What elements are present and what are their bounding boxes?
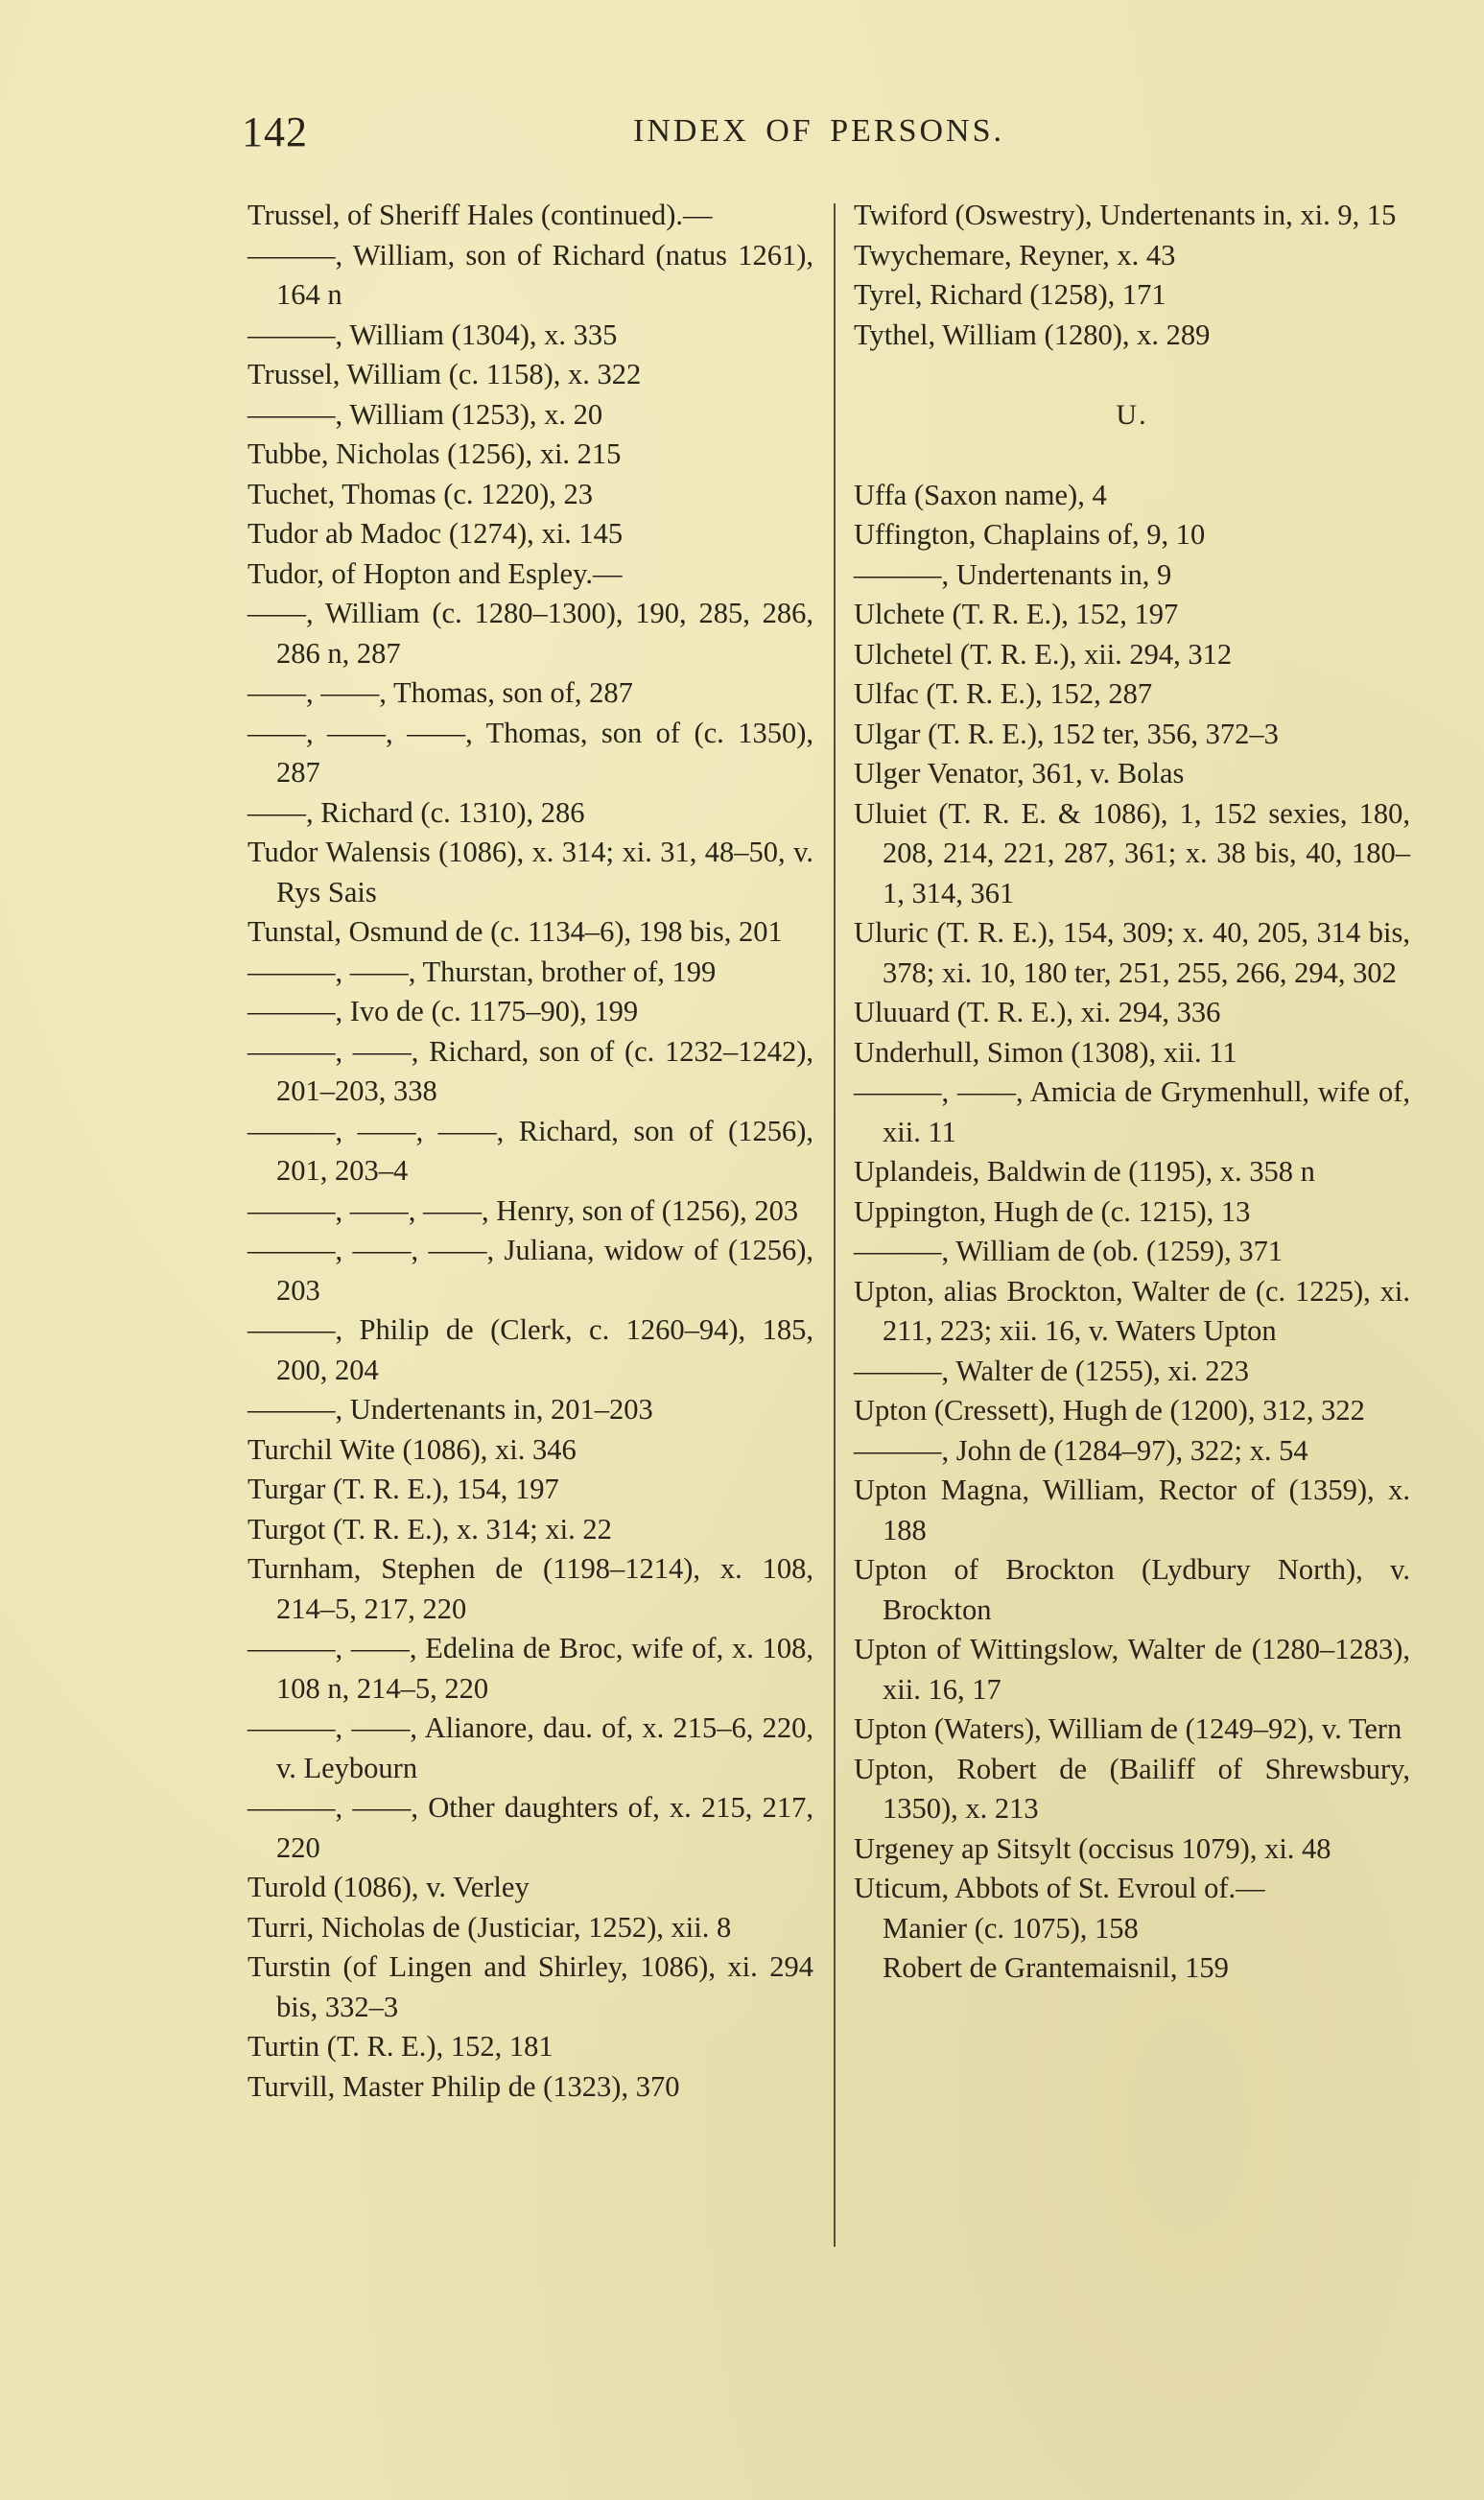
index-entry: Tunstal, Osmund de (c. 1134–6), 198 bis, 201 bbox=[247, 915, 783, 948]
running-head: INDEX OF PERSONS. bbox=[633, 113, 1004, 149]
index-entry: Ulchetel (T. R. E.), xii. 294, 312 bbox=[854, 637, 1233, 671]
index-entry: ———, ——, ——, Richard, son of (1256), 201, 203–4 bbox=[247, 1114, 813, 1187]
index-entry: Twychemare, Reyner, x. 43 bbox=[854, 238, 1176, 271]
index-entry: ———, Walter de (1255), xi. 223 bbox=[854, 1354, 1250, 1387]
index-entry: ———, John de (1284–97), 322; x. 54 bbox=[854, 1433, 1308, 1467]
index-entry: Turchil Wite (1086), xi. 346 bbox=[247, 1432, 577, 1466]
index-entry: Upton of Brockton (Lydbury North), v. Brockton bbox=[854, 1553, 1410, 1626]
index-entry: Turstin (of Lingen and Shirley, 1086), xi. 294 bis, 332–3 bbox=[247, 1950, 813, 2023]
index-entry: ———, Philip de (Clerk, c. 1260–94), 185, 200, 204 bbox=[247, 1313, 813, 1386]
index-entry: ———, ——, Amicia de Grymenhull, wife of, xii. 11 bbox=[854, 1075, 1410, 1148]
index-entry: Turnham, Stephen de (1198–1214), x. 108, 214–5, 217, 220 bbox=[247, 1552, 813, 1625]
index-entry: Tuchet, Thomas (c. 1220), 23 bbox=[247, 477, 594, 510]
index-entry: ———, ——, Other daughters of, x. 215, 217, 220 bbox=[247, 1791, 813, 1864]
index-entry: Ulfac (T. R. E.), 152, 287 bbox=[854, 677, 1153, 710]
index-entry: Turtin (T. R. E.), 152, 181 bbox=[247, 2030, 554, 2063]
index-entry: Tudor Walensis (1086), x. 314; xi. 31, 48–50, v. Rys Sais bbox=[247, 836, 813, 908]
index-entry: Ulgar (T. R. E.), 152 ter, 356, 372–3 bbox=[854, 717, 1279, 750]
index-entry: ——, ——, Thomas, son of, 287 bbox=[247, 676, 633, 709]
index-entry: Uluric (T. R. E.), 154, 309; x. 40, 205, 314 bis, 378; xi. 10, 180 ter, 251, 255, 266, 294, 302 bbox=[854, 916, 1410, 989]
index-entry: Turri, Nicholas de (Justiciar, 1252), xii. 8 bbox=[247, 1910, 732, 1944]
index-entry: ———, William de (ob. (1259), 371 bbox=[854, 1235, 1284, 1267]
index-entry: Uluuard (T. R. E.), xi. 294, 336 bbox=[854, 996, 1221, 1028]
index-entry: ——, William (c. 1280–1300), 190, 285, 286, 286 n, 287 bbox=[247, 597, 813, 670]
index-entry: Trussel, of Sheriff Hales (continued).— bbox=[247, 199, 713, 231]
index-entry: Tudor, of Hopton and Espley.— bbox=[247, 556, 623, 590]
index-entry: Uticum, Abbots of St. Evroul of.— bbox=[854, 1872, 1265, 1904]
index-entry: Upton (Cressett), Hugh de (1200), 312, 322 bbox=[854, 1394, 1365, 1427]
index-entry: Uffington, Chaplains of, 9, 10 bbox=[854, 518, 1206, 551]
column-divider bbox=[834, 203, 836, 2247]
index-entry: Uffa (Saxon name), 4 bbox=[854, 478, 1107, 511]
index-entry: Turgot (T. R. E.), x. 314; xi. 22 bbox=[247, 1512, 612, 1545]
index-entry: ———, Undertenants in, 9 bbox=[854, 557, 1172, 591]
index-entry: ———, Ivo de (c. 1175–90), 199 bbox=[247, 995, 639, 1027]
left-column bbox=[247, 196, 813, 2107]
index-entry: Tubbe, Nicholas (1256), xi. 215 bbox=[247, 437, 622, 470]
index-entry: ———, William (1304), x. 335 bbox=[247, 318, 618, 351]
index-entry: ———, ——, ——, Henry, son of (1256), 203 bbox=[247, 1193, 799, 1227]
index-entry: Ulchete (T. R. E.), 152, 197 bbox=[854, 598, 1179, 630]
index-entry: Turold (1086), v. Verley bbox=[247, 1871, 530, 1903]
index-entry: Uluiet (T. R. E. & 1086), 1, 152 sexies, 180, 208, 214, 221, 287, 361; x. 38 bis, 40, 180–1, 314, 361 bbox=[854, 796, 1410, 909]
index-entry: Upton Magna, William, Rector of (1359), x. 188 bbox=[854, 1474, 1410, 1546]
index-entry: Upton (Waters), William de (1249–92), v. Tern bbox=[854, 1712, 1402, 1745]
right-column bbox=[854, 196, 1410, 1989]
index-entry: ———, ——, ——, Juliana, widow of (1256), 203 bbox=[247, 1234, 813, 1307]
index-entry: Urgeney ap Sitsylt (occisus 1079), xi. 48 bbox=[854, 1831, 1331, 1865]
index-entry: Turgar (T. R. E.), 154, 197 bbox=[247, 1473, 559, 1505]
index-entry: Turvill, Master Philip de (1323), 370 bbox=[247, 2069, 680, 2103]
index-entry: ———, Undertenants in, 201–203 bbox=[247, 1393, 653, 1426]
index-entry: Underhull, Simon (1308), xii. 11 bbox=[854, 1035, 1237, 1069]
index-entry: Tyrel, Richard (1258), 171 bbox=[854, 278, 1166, 311]
index-entry: Upton, Robert de (Bailiff of Shrewsbury, 1350), x. 213 bbox=[854, 1752, 1410, 1825]
index-entry: ——, Richard (c. 1310), 286 bbox=[247, 795, 585, 829]
index-entry: ———, ——, Edelina de Broc, wife of, x. 108, 108 n, 214–5, 220 bbox=[247, 1632, 813, 1705]
index-entry: Tythel, William (1280), x. 289 bbox=[854, 318, 1211, 351]
index-entry: ———, William, son of Richard (natus 1261), 164 n bbox=[247, 238, 813, 311]
index-entry: Ulger Venator, 361, v. Bolas bbox=[854, 757, 1185, 790]
index-entry: Upton of Wittingslow, Walter de (1280–1283), xii. 16, 17 bbox=[854, 1633, 1410, 1706]
index-entry: Manier (c. 1075), 158 bbox=[883, 1911, 1139, 1945]
index-entry: ———, ——, Alianore, dau. of, x. 215–6, 220, v. Leybourn bbox=[247, 1711, 813, 1784]
index-entry: Upton, alias Brockton, Walter de (c. 1225), xi. 211, 223; xii. 16, v. Waters Upton bbox=[854, 1274, 1410, 1347]
index-entry: Uplandeis, Baldwin de (1195), x. 358 n bbox=[854, 1155, 1315, 1188]
index-entry: Robert de Grantemaisnil, 159 bbox=[883, 1951, 1229, 1984]
index-entry: ——, ——, ——, Thomas, son of (c. 1350), 287 bbox=[247, 716, 813, 789]
index-entry: ———, ——, Thurstan, brother of, 199 bbox=[247, 955, 717, 988]
index-entry: ———, ——, Richard, son of (c. 1232–1242), 201–203, 338 bbox=[247, 1034, 813, 1107]
index-entry: Uppington, Hugh de (c. 1215), 13 bbox=[854, 1194, 1251, 1228]
index-entry: Trussel, William (c. 1158), x. 322 bbox=[247, 358, 642, 390]
index-entry: Tudor ab Madoc (1274), xi. 145 bbox=[247, 517, 624, 550]
index-entry: Twiford (Oswestry), Undertenants in, xi. 9, 15 bbox=[854, 199, 1397, 231]
section-letter: U. bbox=[1116, 399, 1148, 431]
page-number: 142 bbox=[242, 108, 308, 155]
index-entry: ———, William (1253), x. 20 bbox=[247, 397, 603, 431]
